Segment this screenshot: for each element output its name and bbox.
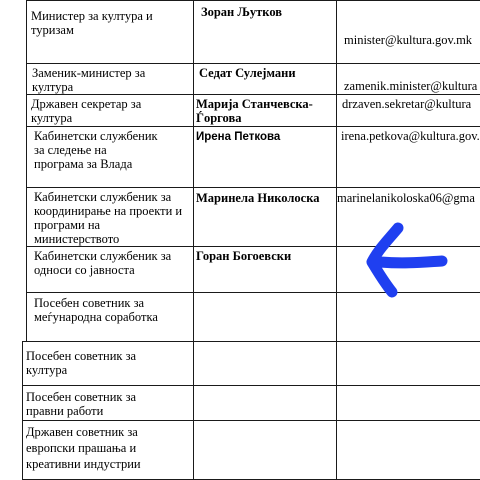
name-cell: Ирена Петкова [196,131,281,143]
table-rule [22,420,480,421]
table-rule [22,341,23,480]
email-cell: minister@kultura.gov.mk [344,33,473,47]
role-cell: Кабинетски службеник за следење на програма за Влада [34,129,158,171]
table-rule [22,385,480,386]
table-rule [336,0,337,480]
email-cell: irena.petkova@kultura.gov. [341,129,480,143]
table-rule [193,0,194,480]
name-cell: Горан Богоевски [196,249,292,263]
table-rule [26,63,480,64]
name-cell: Седат Сулејмани [199,66,296,80]
table-rule [26,0,27,341]
email-cell: drzaven.sekretar@kultura [342,97,472,111]
email-cell: marinelanikoloska06@gma [337,191,475,205]
table-rule [26,246,480,247]
role-cell: Кабинетски службеник за координирање на проекти и програми на министерството [34,190,183,246]
table-rule [26,94,480,95]
table-rule [22,341,480,342]
name-cell: Зоран Љутков [201,5,283,19]
role-cell: Посебен советник за меѓународна соработка [34,296,158,324]
role-cell: Државен секретар за култура [31,97,142,125]
table-rule [26,292,480,293]
role-cell: Посебен советник за правни работи [26,390,137,418]
role-cell: Посебен советник за култура [26,349,137,377]
table-rule [26,0,480,1]
email-cell: zamenik.minister@kultura [344,79,478,93]
role-cell: Заменик-министер за култура [32,66,146,94]
role-cell: Министер за култура и туризам [31,9,153,37]
role-cell: Државен советник за европски прашања и креативни индустрии [26,425,141,471]
name-cell: Маринела Николоска [196,191,320,205]
table-rule [26,187,480,188]
table-rule [26,126,480,127]
role-cell: Кабинетски службеник за односи со јавноста [34,249,172,277]
name-cell: Марија Станчевска- Ѓорговa [196,97,313,125]
